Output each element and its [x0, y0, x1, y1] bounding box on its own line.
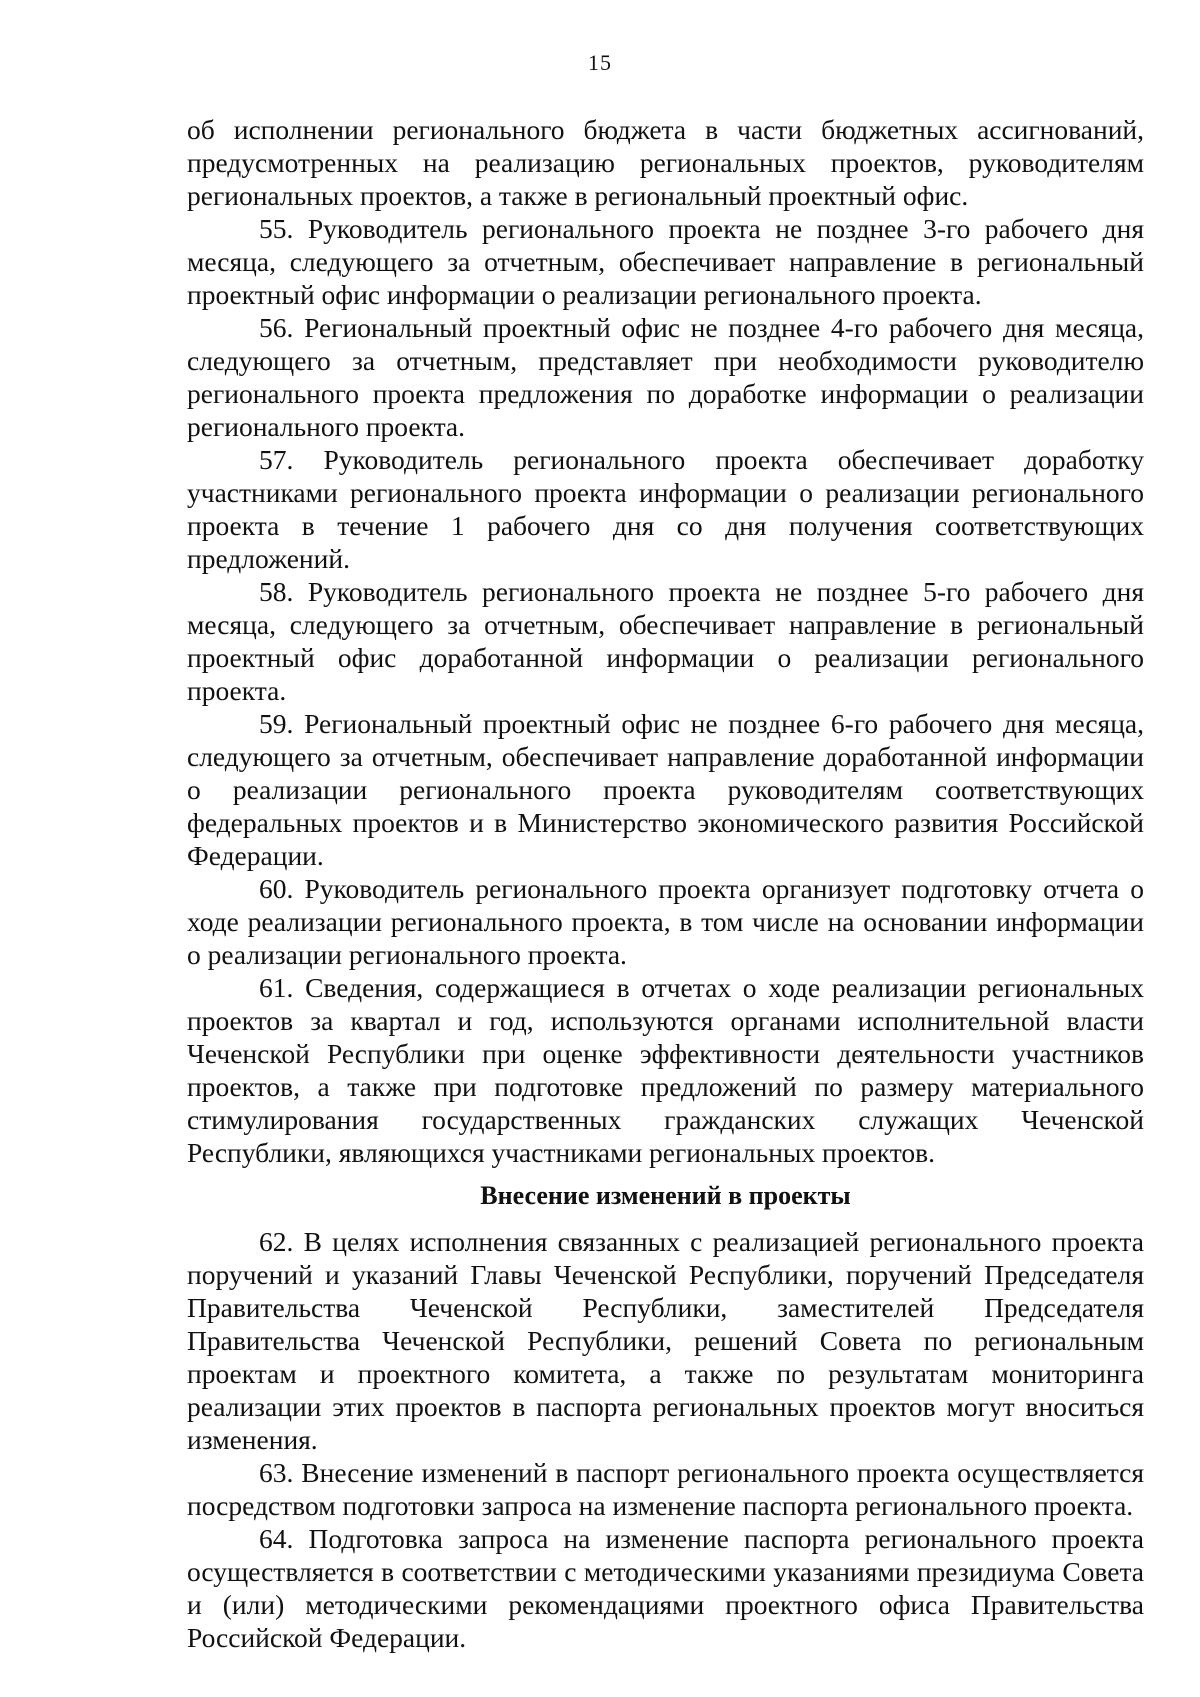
section-heading: Внесение изменений в проекты — [480, 1181, 851, 1210]
paragraph-63: 63. Внесение изменений в паспорт регионального проекта осуществляется посредством подготовки запроса на изменение паспорта регионального проекта. — [187, 1457, 1144, 1521]
paragraph-60: 60. Руководитель регионального проекта организует подготовку отчета о ходе реализации регионального проекта, в том числе на основании информации о реализации регионального проекта. — [187, 873, 1144, 970]
paragraph-55: 55. Руководитель регионального проекта не позднее 3-го рабочего дня месяца, следующего за отчетным, обеспечивает направление в региональный проектный офис информации о реализации регионального проекта. — [187, 213, 1144, 310]
paragraph-56: 56. Региональный проектный офис не позднее 4-го рабочего дня месяца, следующего за отчетным, представляет при необходимости руководителю регионального проекта предложения по доработке информации о реализации регионального проекта. — [187, 312, 1144, 442]
paragraph-62: 62. В целях исполнения связанных с реализацией регионального проекта поручений и указаний Главы Чеченской Республики, поручений Председателя Правительства Чеченской Республики, заместителей Председателя Правительства Чеченской Республики, решений Совета по региональным проектам и проектного комитета, а также по результатам мониторинга реализации этих проектов в паспорта региональных проектов могут вноситься изменения. — [187, 1226, 1144, 1455]
paragraph-61: 61. Сведения, содержащиеся в отчетах о ходе реализации региональных проектов за квартал и год, используются органами исполнительной власти Чеченской Республики при оценке эффективности деятельности участников проектов, а также при подготовке предложений по размеру материального стимулирования государственных гражданских служащих Чеченской Республики, являющихся участниками региональных проектов. — [187, 972, 1144, 1168]
paragraph-continuation: об исполнении регионального бюджета в части бюджетных ассигнований, предусмотренных на реализацию региональных проектов, руководителям региональных проектов, а также в региональный проектный офис. — [187, 114, 1144, 211]
paragraph-58: 58. Руководитель регионального проекта не позднее 5-го рабочего дня месяца, следующего за отчетным, обеспечивает направление в региональный проектный офис доработанной информации о реализации регионального проекта. — [187, 576, 1144, 706]
page-number: 15 — [588, 50, 612, 75]
paragraph-59: 59. Региональный проектный офис не позднее 6-го рабочего дня месяца, следующего за отчетным, обеспечивает направление доработанной информации о реализации регионального проекта руководителям соответствующих федеральных проектов и в Министерство экономического развития Российской Федерации. — [187, 708, 1144, 871]
document-body — [187, 113, 1144, 1654]
paragraph-57: 57. Руководитель регионального проекта обеспечивает доработку участниками регионального проекта информации о реализации регионального проекта в течение 1 рабочего дня со дня получения соответствующих предложений. — [187, 444, 1144, 574]
paragraph-64: 64. Подготовка запроса на изменение паспорта регионального проекта осуществляется в соответствии с методическими указаниями президиума Совета и (или) методическими рекомендациями проектного офиса Правительства Российской Федерации. — [187, 1523, 1144, 1653]
